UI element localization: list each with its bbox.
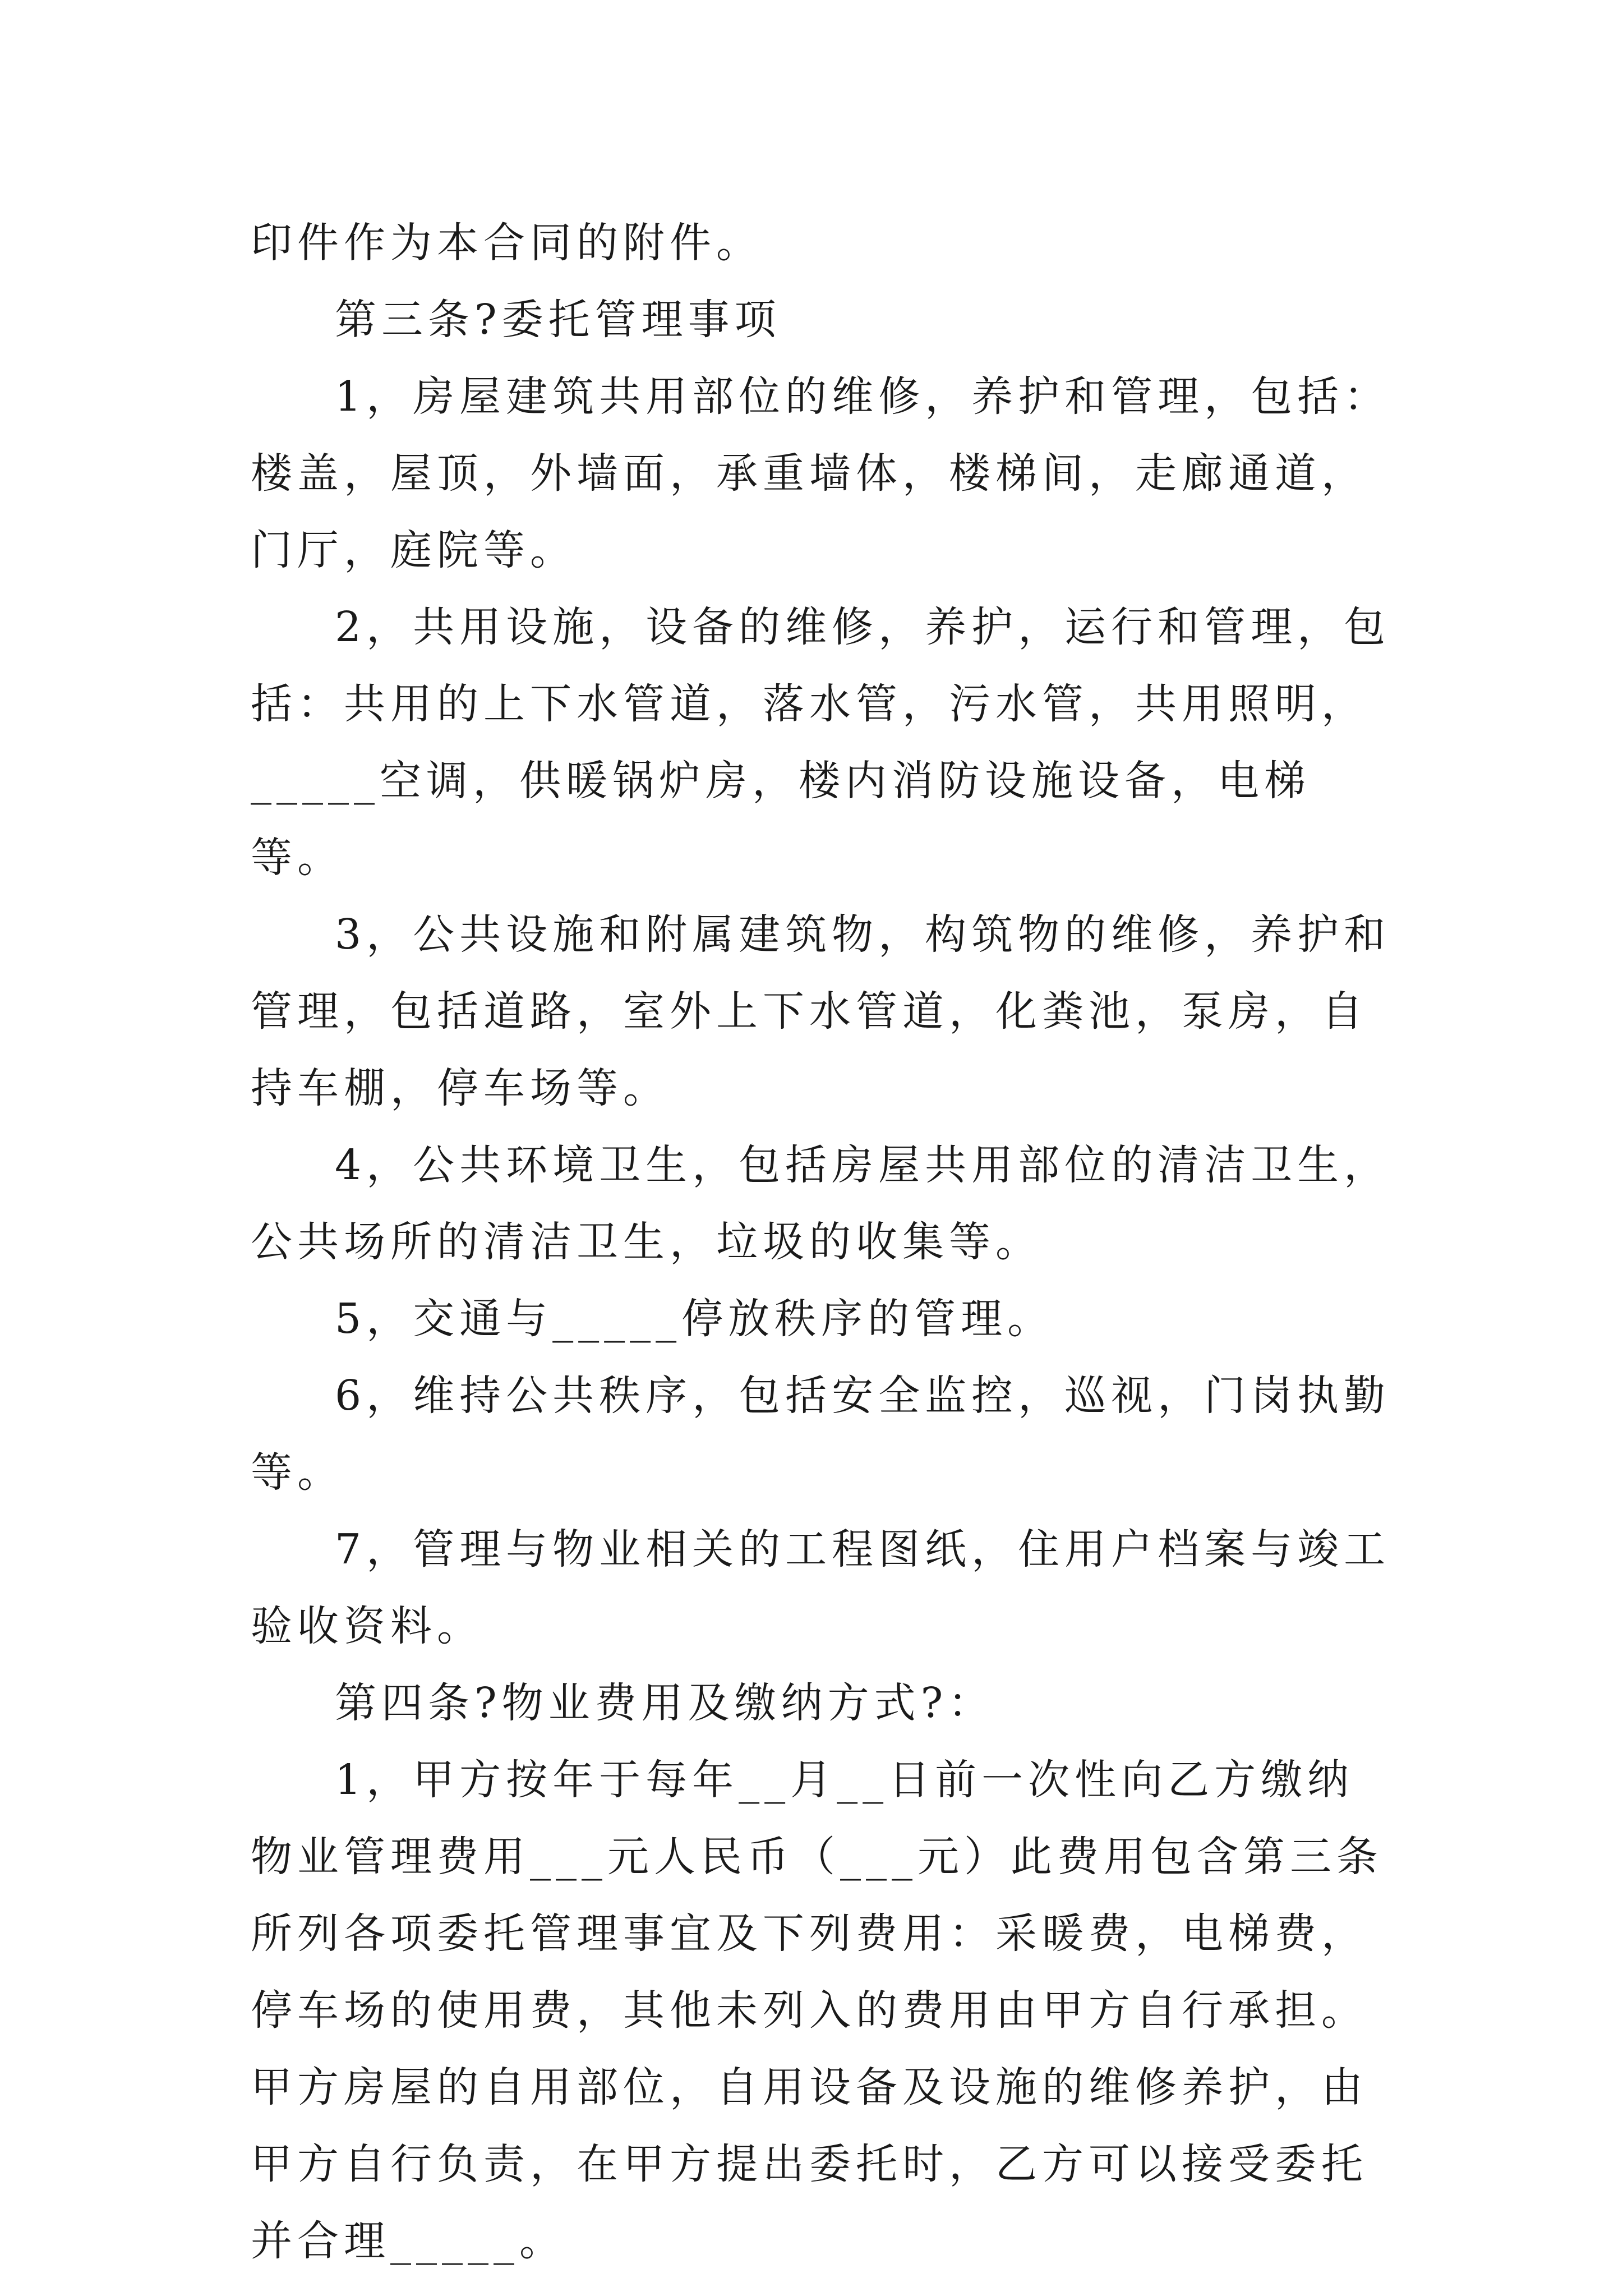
paragraph-item-2: 2，共用设施，设备的维修，养护，运行和管理，包括：共用的上下水管道，落水管，污水管，共用照明，_____空调，供暖锅炉房，楼内消防设施设备，电梯等。 bbox=[251, 603, 1391, 882]
paragraph-item-3: 3，公共设施和附属建筑物，构筑物的维修，养护和管理，包括道路，室外上下水管道，化粪池，泵房，自持车棚，停车场等。 bbox=[251, 910, 1391, 1112]
paragraph-item-6: 6，维持公共秩序，包括安全监控，巡视，门岗执勤等。 bbox=[251, 1372, 1391, 1497]
paragraph-item-7: 7，管理与物业相关的工程图纸，住用户档案与竣工验收资料。 bbox=[251, 1525, 1391, 1650]
document-body bbox=[251, 205, 1400, 2280]
paragraph-item-1: 1，房屋建筑共用部位的维修，养护和管理，包括：楼盖，屋顶，外墙面，承重墙体，楼梯间，走廊通道，门厅，庭院等。 bbox=[251, 372, 1391, 574]
section-heading-article-4: 第四条?物业费用及缴纳方式?： bbox=[335, 1679, 995, 1727]
paragraph-item-4: 4，公共环境卫生，包括房屋共用部位的清洁卫生，公共场所的清洁卫生，垃圾的收集等。 bbox=[251, 1141, 1391, 1266]
paragraph-fee-item-1: 1，甲方按年于每年__月__日前一次性向乙方缴纳物业管理费用___元人民币（___元）此费用包含第三条所列各项委托管理事宜及下列费用：采暖费，电梯费，停车场的使用费，其他未列入的费用由甲方自行承担。甲方房屋的自用部位，自用设备及设施的维修养护，由甲方自行负责，在甲方提出委托时，乙方可以接受委托并合理_____。 bbox=[251, 1756, 1383, 2265]
paragraph-0: 印件作为本合同的附件。 bbox=[251, 219, 763, 267]
section-heading-article-3: 第三条?委托管理事项 bbox=[335, 296, 781, 344]
paragraph-item-5: 5，交通与_____停放秩序的管理。 bbox=[335, 1295, 1054, 1343]
